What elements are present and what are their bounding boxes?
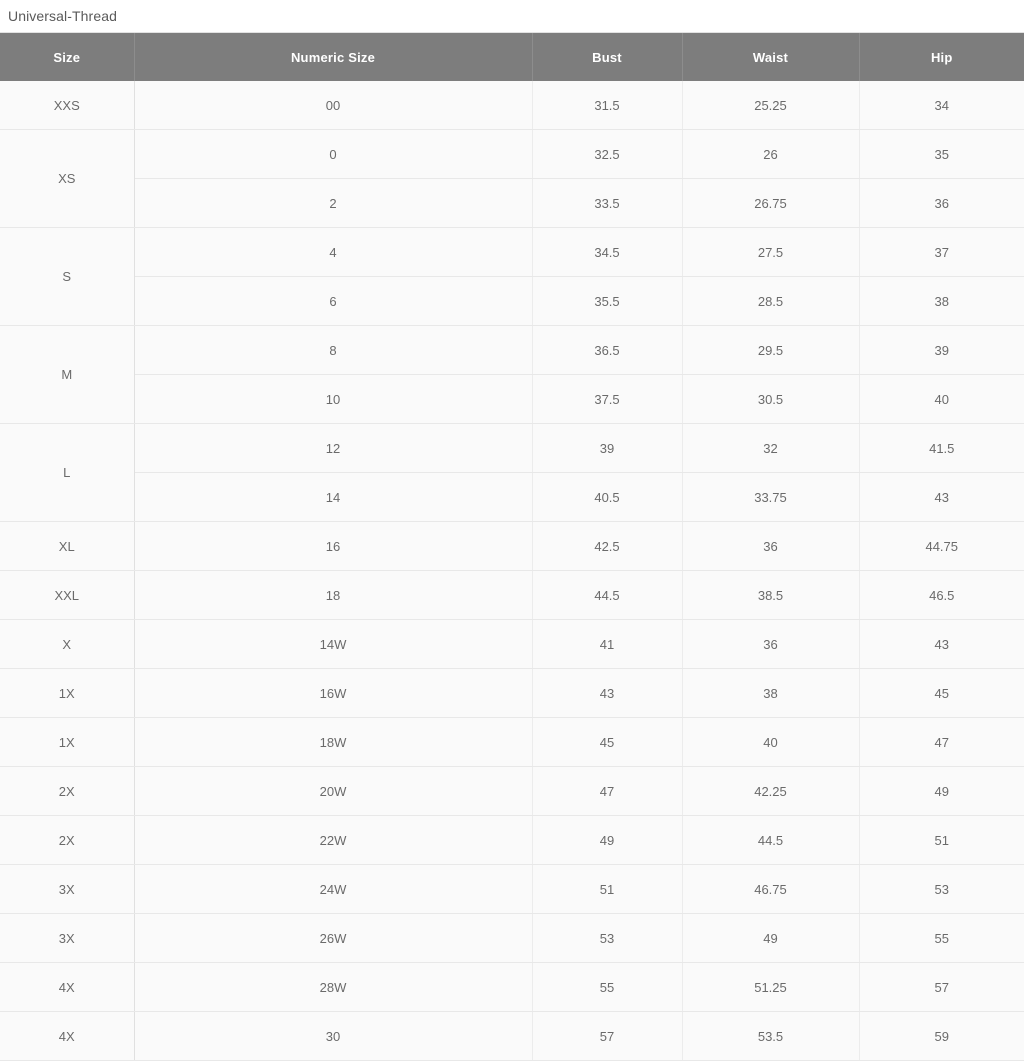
cell-size: XL: [0, 522, 134, 571]
size-chart-table-wrapper: [0, 32, 1024, 1061]
table-row: [0, 179, 1024, 228]
cell-size: XS: [0, 130, 134, 228]
cell-waist: 38.5: [682, 571, 859, 620]
cell-bust: 41: [532, 620, 682, 669]
cell-numeric-size: 14: [134, 473, 532, 522]
cell-numeric-size: 18W: [134, 718, 532, 767]
cell-hip: 46.5: [859, 571, 1024, 620]
table-row: [0, 914, 1024, 963]
cell-size: 3X: [0, 914, 134, 963]
cell-hip: 34: [859, 81, 1024, 130]
table-header-row: [0, 33, 1024, 81]
cell-waist: 30.5: [682, 375, 859, 424]
cell-numeric-size: 16W: [134, 669, 532, 718]
cell-numeric-size: 8: [134, 326, 532, 375]
table-row: [0, 130, 1024, 179]
cell-waist: 25.25: [682, 81, 859, 130]
cell-bust: 42.5: [532, 522, 682, 571]
table-row: [0, 816, 1024, 865]
column-header-size: Size: [0, 33, 134, 81]
cell-bust: 51: [532, 865, 682, 914]
cell-size: L: [0, 424, 134, 522]
table-row: [0, 326, 1024, 375]
cell-hip: 51: [859, 816, 1024, 865]
cell-bust: 34.5: [532, 228, 682, 277]
cell-bust: 31.5: [532, 81, 682, 130]
cell-hip: 40: [859, 375, 1024, 424]
cell-size: 4X: [0, 963, 134, 1012]
cell-bust: 32.5: [532, 130, 682, 179]
cell-bust: 57: [532, 1012, 682, 1061]
cell-size: XXS: [0, 81, 134, 130]
column-header-bust: Bust: [532, 33, 682, 81]
cell-hip: 47: [859, 718, 1024, 767]
cell-hip: 41.5: [859, 424, 1024, 473]
cell-numeric-size: 10: [134, 375, 532, 424]
cell-waist: 44.5: [682, 816, 859, 865]
table-row: [0, 1012, 1024, 1061]
table-row: [0, 522, 1024, 571]
cell-hip: 38: [859, 277, 1024, 326]
cell-bust: 35.5: [532, 277, 682, 326]
table-body: [0, 81, 1024, 1061]
cell-size: 1X: [0, 669, 134, 718]
cell-hip: 43: [859, 473, 1024, 522]
cell-bust: 36.5: [532, 326, 682, 375]
cell-size: M: [0, 326, 134, 424]
cell-bust: 53: [532, 914, 682, 963]
table-row: [0, 718, 1024, 767]
cell-size: XXL: [0, 571, 134, 620]
cell-waist: 26: [682, 130, 859, 179]
cell-numeric-size: 22W: [134, 816, 532, 865]
table-row: [0, 81, 1024, 130]
cell-numeric-size: 00: [134, 81, 532, 130]
table-row: [0, 571, 1024, 620]
cell-bust: 45: [532, 718, 682, 767]
cell-numeric-size: 16: [134, 522, 532, 571]
table-row: [0, 963, 1024, 1012]
cell-waist: 33.75: [682, 473, 859, 522]
table-header: [0, 33, 1024, 81]
cell-numeric-size: 20W: [134, 767, 532, 816]
size-chart-table: [0, 33, 1024, 1061]
cell-hip: 39: [859, 326, 1024, 375]
cell-numeric-size: 12: [134, 424, 532, 473]
cell-size: 1X: [0, 718, 134, 767]
table-row: [0, 620, 1024, 669]
cell-hip: 35: [859, 130, 1024, 179]
cell-hip: 36: [859, 179, 1024, 228]
cell-hip: 53: [859, 865, 1024, 914]
table-row: [0, 865, 1024, 914]
table-row: [0, 473, 1024, 522]
column-header-hip: Hip: [859, 33, 1024, 81]
cell-numeric-size: 14W: [134, 620, 532, 669]
cell-hip: 37: [859, 228, 1024, 277]
cell-bust: 47: [532, 767, 682, 816]
cell-size: S: [0, 228, 134, 326]
cell-waist: 28.5: [682, 277, 859, 326]
cell-size: 2X: [0, 816, 134, 865]
table-row: [0, 767, 1024, 816]
cell-numeric-size: 0: [134, 130, 532, 179]
cell-numeric-size: 30: [134, 1012, 532, 1061]
cell-numeric-size: 28W: [134, 963, 532, 1012]
cell-size: 4X: [0, 1012, 134, 1061]
cell-bust: 40.5: [532, 473, 682, 522]
cell-hip: 55: [859, 914, 1024, 963]
cell-waist: 51.25: [682, 963, 859, 1012]
cell-waist: 42.25: [682, 767, 859, 816]
cell-bust: 49: [532, 816, 682, 865]
cell-hip: 59: [859, 1012, 1024, 1061]
brand-title: Universal-Thread: [8, 8, 117, 24]
cell-size: 2X: [0, 767, 134, 816]
cell-numeric-size: 6: [134, 277, 532, 326]
cell-numeric-size: 18: [134, 571, 532, 620]
cell-waist: 26.75: [682, 179, 859, 228]
cell-waist: 32: [682, 424, 859, 473]
cell-hip: 57: [859, 963, 1024, 1012]
table-row: [0, 277, 1024, 326]
column-header-numeric-size: Numeric Size: [134, 33, 532, 81]
cell-waist: 27.5: [682, 228, 859, 277]
cell-bust: 55: [532, 963, 682, 1012]
cell-bust: 33.5: [532, 179, 682, 228]
cell-bust: 37.5: [532, 375, 682, 424]
cell-hip: 43: [859, 620, 1024, 669]
cell-waist: 38: [682, 669, 859, 718]
cell-waist: 29.5: [682, 326, 859, 375]
cell-numeric-size: 2: [134, 179, 532, 228]
table-row: [0, 669, 1024, 718]
cell-hip: 45: [859, 669, 1024, 718]
cell-waist: 49: [682, 914, 859, 963]
cell-bust: 44.5: [532, 571, 682, 620]
cell-hip: 49: [859, 767, 1024, 816]
cell-numeric-size: 24W: [134, 865, 532, 914]
cell-bust: 43: [532, 669, 682, 718]
cell-waist: 36: [682, 522, 859, 571]
cell-hip: 44.75: [859, 522, 1024, 571]
cell-bust: 39: [532, 424, 682, 473]
cell-numeric-size: 4: [134, 228, 532, 277]
brand-bar: [0, 0, 1024, 32]
cell-waist: 40: [682, 718, 859, 767]
cell-size: X: [0, 620, 134, 669]
cell-waist: 53.5: [682, 1012, 859, 1061]
cell-waist: 36: [682, 620, 859, 669]
table-row: [0, 424, 1024, 473]
cell-size: 3X: [0, 865, 134, 914]
table-row: [0, 375, 1024, 424]
cell-waist: 46.75: [682, 865, 859, 914]
cell-numeric-size: 26W: [134, 914, 532, 963]
table-row: [0, 228, 1024, 277]
column-header-waist: Waist: [682, 33, 859, 81]
